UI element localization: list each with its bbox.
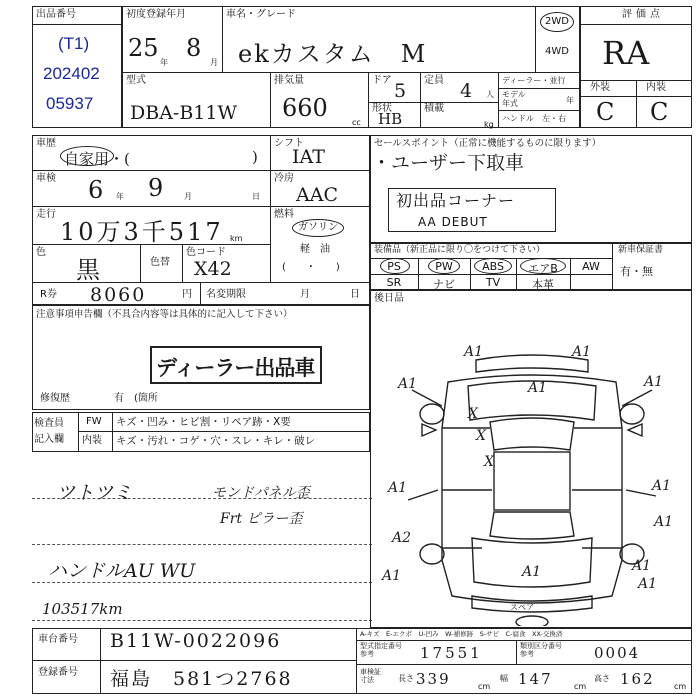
mark-rear-gate: A1 bbox=[522, 564, 542, 580]
equip-leather: 本革 bbox=[532, 278, 554, 291]
first-reg-year: 25 bbox=[128, 34, 159, 62]
color-change-label: 色替 bbox=[150, 257, 170, 268]
capacity-label: 定員 bbox=[424, 75, 444, 86]
inspector-in-text: キズ・汚れ・コゲ・穴・スレ・キレ・破レ bbox=[116, 435, 316, 447]
model-value: DBA-B11W bbox=[130, 102, 238, 124]
shape-label: 形状 bbox=[372, 103, 392, 114]
model-year-label: モデル 年式 bbox=[502, 90, 526, 108]
after-install-label: 後日品 bbox=[374, 293, 404, 304]
color-value: 黒 bbox=[76, 256, 100, 284]
shift-value: IAT bbox=[292, 146, 325, 168]
first-reg-month: 8 bbox=[186, 34, 202, 62]
name-change-label: 名変期限 bbox=[206, 289, 246, 300]
dealer-stamp-text: ディーラー出品車 bbox=[156, 355, 315, 380]
interior-label: 内装 bbox=[646, 82, 666, 93]
lot-prefix: (T1) bbox=[58, 34, 90, 53]
use-label: 車歴 bbox=[36, 138, 56, 149]
length-value: 339 bbox=[416, 670, 451, 688]
mark-rear-quarter: A1 bbox=[632, 558, 652, 574]
debut-line2: AA DEBUT bbox=[418, 215, 488, 229]
model-label: 型式 bbox=[126, 75, 146, 86]
lot-number-line1: 202402 bbox=[43, 64, 100, 83]
first-reg-label: 初度登録年月 bbox=[126, 9, 186, 20]
fuel-diesel: 軽 油 bbox=[300, 244, 330, 255]
car-damage-diagram bbox=[372, 310, 690, 626]
inspection-year: 6 bbox=[88, 176, 104, 204]
chassis-value: B11W-0022096 bbox=[110, 630, 282, 652]
damage-legend: A-キズ E-エクボ U-凹み W-補修跡 S-サビ C-腐食 XX-交換済 bbox=[360, 630, 563, 638]
repair-value: 有 (箇所 bbox=[114, 393, 158, 404]
load-label: 積載 bbox=[424, 103, 444, 114]
evaluation-label: 評価点 bbox=[622, 9, 664, 20]
handle-options: 左・右 bbox=[542, 114, 566, 123]
type-designation-label: 型式指定番号 参考 bbox=[360, 642, 402, 658]
lot-number-label: 出品番号 bbox=[36, 9, 76, 20]
mileage-label: 走行 bbox=[36, 209, 56, 220]
debut-line1: 初出品コーナー bbox=[396, 191, 516, 210]
shift-label: シフト bbox=[274, 138, 304, 149]
exterior-label: 外装 bbox=[590, 82, 610, 93]
lot-number-line2: 05937 bbox=[46, 94, 94, 113]
inspector-label1: 検査員 bbox=[34, 418, 64, 429]
handle-label: ハンドル bbox=[502, 114, 534, 123]
interior-grade: C bbox=[650, 98, 669, 126]
diagram-note-1: モンドパネル歪 bbox=[212, 485, 310, 501]
mark-roof-x2: X bbox=[476, 428, 486, 444]
inspector-in: 内装 bbox=[82, 435, 102, 446]
repair-label: 修復歴 bbox=[40, 393, 70, 404]
fuel-gasoline: ガソリン bbox=[298, 222, 338, 233]
displacement-value: 660 bbox=[282, 94, 328, 122]
mark-front-left: A1 bbox=[464, 344, 484, 360]
category-value: 0004 bbox=[594, 644, 641, 662]
dimensions-label: 車検証 寸法 bbox=[360, 668, 381, 684]
exterior-grade: C bbox=[596, 98, 615, 126]
shape-value: HB bbox=[378, 110, 403, 128]
equip-sr: SR bbox=[386, 276, 402, 289]
color-label: 色 bbox=[36, 247, 46, 258]
equip-pw: PW bbox=[435, 260, 453, 273]
mark-door-right: A1 bbox=[652, 478, 672, 494]
use-value: 自家用・( bbox=[64, 150, 130, 168]
category-label: 類別区分番号 参考 bbox=[520, 642, 562, 658]
inspector-note-3: 103517km bbox=[42, 600, 123, 618]
equip-navi: ナビ bbox=[433, 278, 455, 291]
diagram-note-2: Frt ピラー歪 bbox=[220, 511, 303, 527]
mark-hood: A1 bbox=[528, 380, 548, 396]
inspector-note-2: ハンドルAU WU bbox=[48, 560, 196, 582]
type-designation-value: 17551 bbox=[420, 644, 483, 662]
mark-door-left: A1 bbox=[388, 480, 408, 496]
doors-value: 5 bbox=[394, 80, 407, 102]
fuel-label: 燃料 bbox=[274, 209, 294, 220]
inspector-label2: 記入欄 bbox=[34, 434, 64, 445]
equip-airbag: エアB bbox=[528, 262, 558, 275]
mark-fender-left: A1 bbox=[398, 376, 418, 392]
equip-abs: ABS bbox=[482, 260, 504, 273]
mileage-value: 10万3千517 bbox=[60, 218, 224, 246]
warranty-label: 新車保証書 bbox=[618, 245, 664, 255]
notes-label: 注意事項申告欄（不具合内容等は具体的に記入して下さい） bbox=[36, 309, 293, 320]
color-code-value: X42 bbox=[194, 258, 232, 280]
mark-roof-x3: X bbox=[484, 454, 494, 470]
displacement-label: 排気量 bbox=[274, 75, 304, 86]
drive-4wd: 4WD bbox=[545, 46, 569, 57]
equip-aw: AW bbox=[582, 260, 600, 273]
car-name-value: ekカスタム M bbox=[238, 40, 428, 68]
sell-points-text: ・ユーザー下取車 bbox=[372, 152, 525, 174]
dealer-label: ディーラー・並行 bbox=[502, 76, 566, 85]
ac-value: AAC bbox=[296, 184, 338, 206]
height-value: 162 bbox=[620, 670, 655, 688]
color-code-label: 色コード bbox=[186, 247, 226, 258]
equip-ps: PS bbox=[387, 260, 401, 273]
registration-label: 登録番号 bbox=[38, 667, 78, 678]
fuel-paren: ( ・ ) bbox=[282, 262, 340, 273]
sell-points-label: セールスポイント（正常に機能するものに限ります） bbox=[374, 138, 602, 149]
mark-quarter-right: A1 bbox=[638, 576, 658, 592]
width-value: 147 bbox=[518, 670, 553, 688]
spare-label: スペア bbox=[510, 603, 534, 612]
mark-roof-x1: X bbox=[468, 406, 478, 422]
recycle-label: R券 bbox=[40, 289, 57, 300]
inspector-fw-text: キズ・凹み・ヒビ割・リペア跡・X要 bbox=[116, 416, 291, 428]
equip-tv: TV bbox=[485, 276, 501, 289]
registration-value: 福島 581つ2768 bbox=[110, 668, 293, 690]
mark-rear-door-right: A1 bbox=[654, 514, 674, 530]
ac-label: 冷房 bbox=[274, 173, 294, 184]
evaluation-score: RA bbox=[602, 34, 650, 72]
mark-quarter-left: A1 bbox=[382, 568, 402, 584]
doors-label: ドア bbox=[372, 75, 392, 86]
recycle-value: 8060 bbox=[90, 284, 147, 306]
equipment-label: 装備品（新正品に限り〇をつけて下さい） bbox=[374, 245, 546, 255]
chassis-label: 車台番号 bbox=[38, 634, 78, 645]
drive-2wd: 2WD bbox=[545, 16, 569, 27]
car-name-label: 車名・グレード bbox=[226, 9, 296, 20]
capacity-value: 4 bbox=[460, 80, 473, 102]
inspector-note-1: ツトツミ bbox=[56, 482, 133, 504]
mark-rear-door-left: A2 bbox=[392, 530, 412, 546]
inspection-month: 9 bbox=[148, 174, 164, 202]
mark-front-right: A1 bbox=[572, 344, 592, 360]
inspection-label: 車検 bbox=[36, 173, 56, 184]
inspector-fw: FW bbox=[86, 416, 102, 427]
warranty-value: 有・無 bbox=[620, 265, 653, 278]
mark-fender-right: A1 bbox=[644, 374, 664, 390]
